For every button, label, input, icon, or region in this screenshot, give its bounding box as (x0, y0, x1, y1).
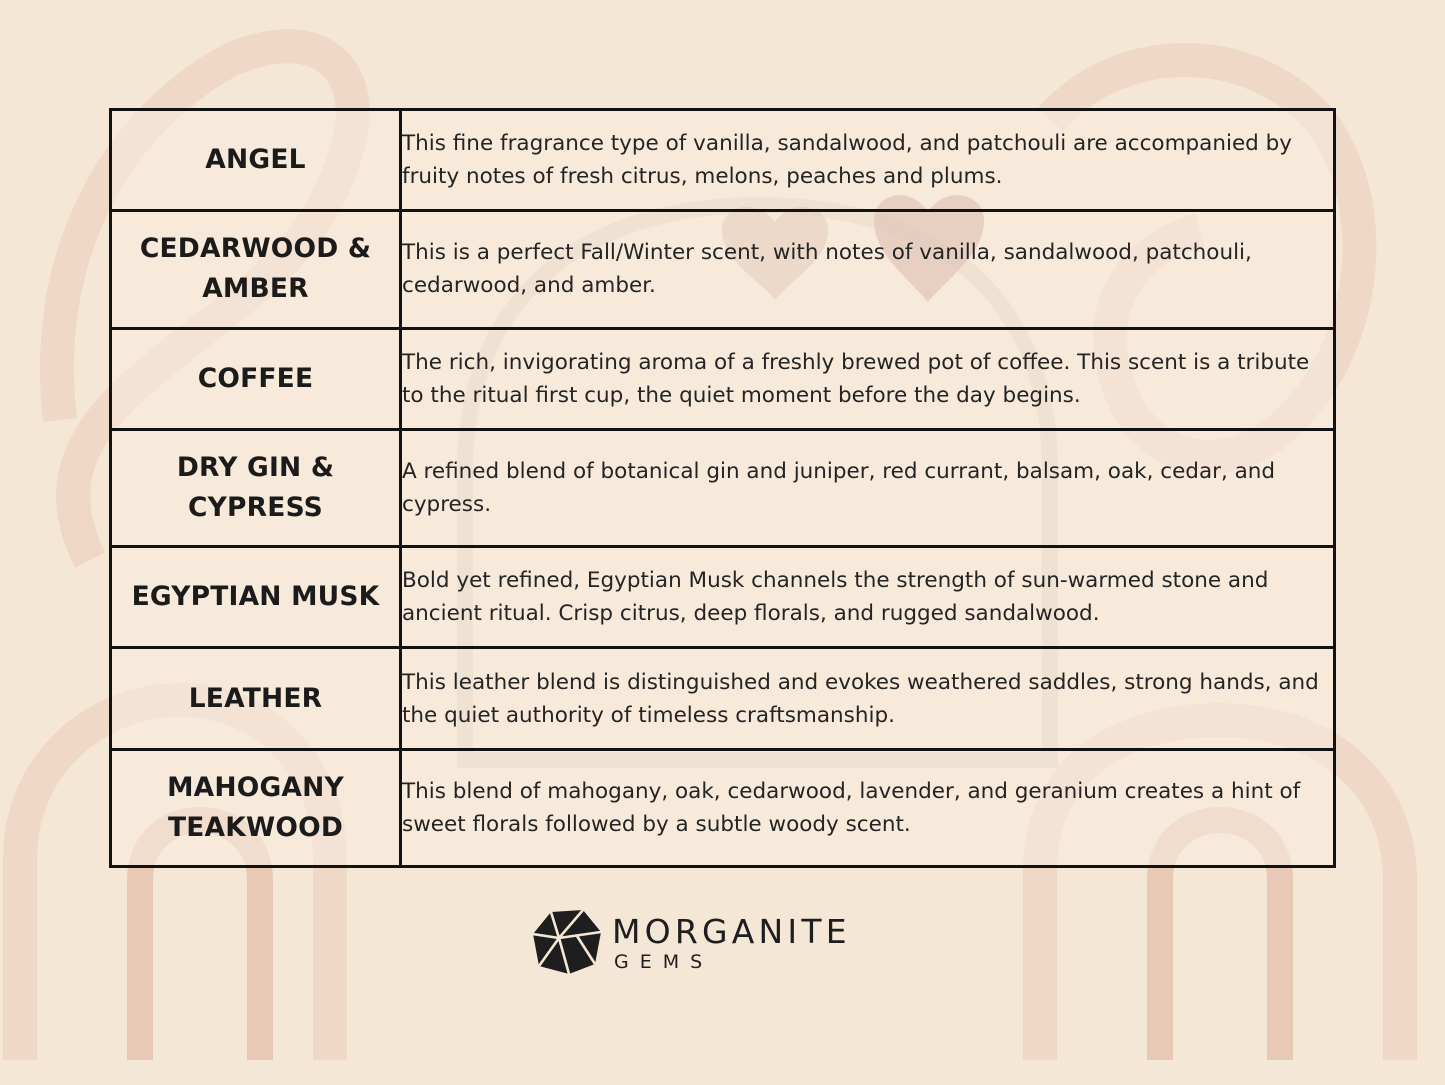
scent-name: COFFEE (111, 328, 401, 429)
table-row (111, 547, 1335, 648)
table-row (111, 429, 1335, 546)
faceted-gem-icon (533, 908, 603, 976)
table-row (111, 648, 1335, 749)
scent-description: This is a perfect Fall/Winter scent, with notes of vanilla, sandalwood, patchouli, cedarwood, and amber. (401, 211, 1335, 328)
scent-name: DRY GIN & CYPRESS (111, 429, 401, 546)
table-row (111, 749, 1335, 866)
table-row (111, 211, 1335, 328)
table-row (111, 328, 1335, 429)
scent-description: This fine fragrance type of vanilla, sandalwood, and patchouli are accompanied by fruity notes of fresh citrus, melons, peaches and plums. (401, 110, 1335, 211)
brand-name: MORGANITE (612, 912, 851, 951)
scent-name: LEATHER (111, 648, 401, 749)
scent-description: Bold yet refined, Egyptian Musk channels the strength of sun-warmed stone and ancient ritual. Crisp citrus, deep florals, and rugged sandalwood. (401, 547, 1335, 648)
scent-name: MAHOGANY TEAKWOOD (111, 749, 401, 866)
scent-name: EGYPTIAN MUSK (111, 547, 401, 648)
scent-description: This leather blend is distinguished and evokes weathered saddles, strong hands, and the quiet authority of timeless craftsmanship. (401, 648, 1335, 749)
brand-subtitle: GEMS (614, 951, 714, 973)
scent-name: CEDARWOOD & AMBER (111, 211, 401, 328)
scent-table (109, 108, 1336, 868)
table-row (111, 110, 1335, 211)
brand-logo (533, 906, 863, 978)
scent-description: This blend of mahogany, oak, cedarwood, lavender, and geranium creates a hint of sweet florals followed by a subtle woody scent. (401, 749, 1335, 866)
scent-description: The rich, invigorating aroma of a freshly brewed pot of coffee. This scent is a tribute to the ritual first cup, the quiet moment before the day begins. (401, 328, 1335, 429)
scent-description: A refined blend of botanical gin and juniper, red currant, balsam, oak, cedar, and cypress. (401, 429, 1335, 546)
scent-name: ANGEL (111, 110, 401, 211)
